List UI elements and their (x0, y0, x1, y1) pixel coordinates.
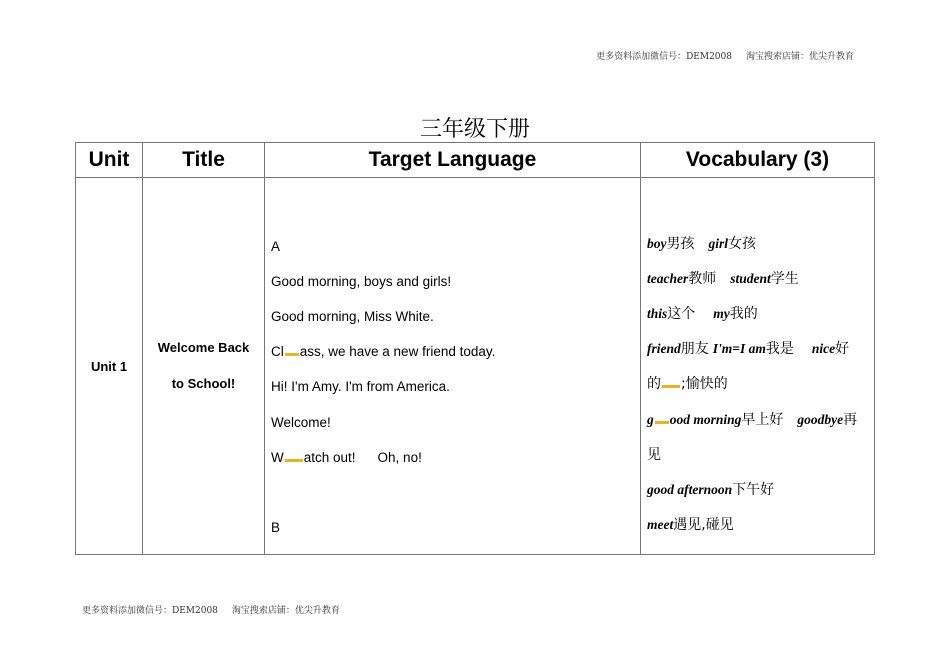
header-note (596, 49, 868, 62)
vocab-line (647, 437, 868, 472)
sentence-fragment: Oh, no! (377, 449, 422, 465)
sentence: Good morning, Miss White. (271, 309, 434, 325)
vocab-line (647, 296, 868, 331)
footer-shop-note: 淘宝搜索店铺：优尖升教育 (231, 606, 340, 616)
vocab-word: boy (647, 235, 667, 251)
sentence (271, 440, 634, 475)
unit-cell: Unit 1 (76, 178, 143, 555)
vocab-meaning: 下午好 (732, 481, 775, 498)
blank-marker (285, 459, 303, 462)
vocab-word: meet (647, 517, 674, 533)
vocab-word: goodbye (797, 411, 844, 427)
sentence: Good morning, boys and girls! (271, 273, 452, 289)
vocab-line (647, 366, 868, 401)
vocab-line (647, 226, 868, 261)
curriculum-table (75, 142, 875, 555)
sentence: Hi! I'm Amy. I'm from America. (271, 379, 450, 395)
footer-note (82, 603, 354, 616)
sentence (271, 334, 634, 369)
title-line-1: Welcome Back (157, 340, 250, 355)
header-unit: Unit (76, 143, 143, 178)
blank-marker (655, 421, 669, 424)
vocab-word: teacher (647, 270, 689, 286)
sentence-fragment: atch out! (303, 449, 356, 465)
vocab-word: my (713, 306, 730, 322)
vocab-word: nice (811, 341, 836, 357)
vocab-word: friend (647, 341, 681, 357)
title-cell (143, 178, 265, 555)
blank-marker (662, 385, 680, 388)
vocab-meaning: 学生 (770, 270, 799, 287)
vocab-line (647, 331, 868, 366)
section-b-label: B (271, 520, 281, 536)
vocab-meaning: 我的 (729, 306, 758, 323)
header-target-language: Target Language (265, 143, 641, 178)
vocab-meaning: ;愉快的 (681, 376, 728, 393)
sentence-fragment: ass, we have a new friend today. (299, 344, 496, 360)
header-shop-note: 淘宝搜索店铺：优尖升教育 (745, 52, 854, 62)
vocab-word: this (647, 306, 668, 322)
vocab-word-fragment: g (647, 411, 654, 427)
vocab-meaning: 教师 (688, 270, 717, 287)
title-line-2: to School! (171, 376, 236, 391)
sentence-fragment: W (271, 449, 284, 465)
blank-marker (285, 353, 299, 356)
vocab-meaning: 见 (647, 446, 661, 463)
sentence-fragment: Cl (271, 344, 284, 360)
sentence: Welcome! (271, 414, 331, 430)
vocab-meaning: 女孩 (728, 235, 757, 252)
vocab-word: student (730, 270, 771, 286)
document-title: 三年级下册 (419, 117, 530, 142)
footer-wechat-note: 更多资料添加微信号：DEM2008 (82, 606, 218, 616)
vocab-word: girl (708, 235, 729, 251)
table-header-row (76, 143, 875, 178)
section-a-label: A (271, 238, 281, 254)
vocab-meaning: 我是 (765, 341, 794, 358)
vocab-meaning: 的 (647, 376, 661, 393)
vocab-meaning: 遇见,碰见 (673, 517, 734, 534)
vocab-meaning: 早上好 (741, 411, 784, 428)
vocab-word-fragment: ood morning (669, 411, 742, 427)
header-title: Title (143, 143, 265, 178)
vocab-word: I'm=I am (712, 341, 766, 357)
vocab-word: good afternoon (647, 481, 733, 497)
header-wechat-note: 更多资料添加微信号：DEM2008 (596, 52, 732, 62)
vocab-line (647, 507, 868, 542)
table-row (76, 178, 875, 555)
vocab-meaning: 好 (835, 341, 850, 358)
target-language-cell (265, 178, 641, 555)
vocab-meaning: 这个 (667, 306, 696, 323)
vocabulary-cell (641, 178, 875, 555)
vocab-line (647, 402, 868, 437)
header-vocabulary: Vocabulary (3) (641, 143, 875, 178)
vocab-line (647, 472, 868, 507)
vocab-line (647, 261, 868, 296)
vocab-meaning: 男孩 (666, 235, 695, 252)
vocab-meaning: 再 (843, 411, 858, 428)
vocab-meaning: 朋友 (680, 341, 709, 358)
